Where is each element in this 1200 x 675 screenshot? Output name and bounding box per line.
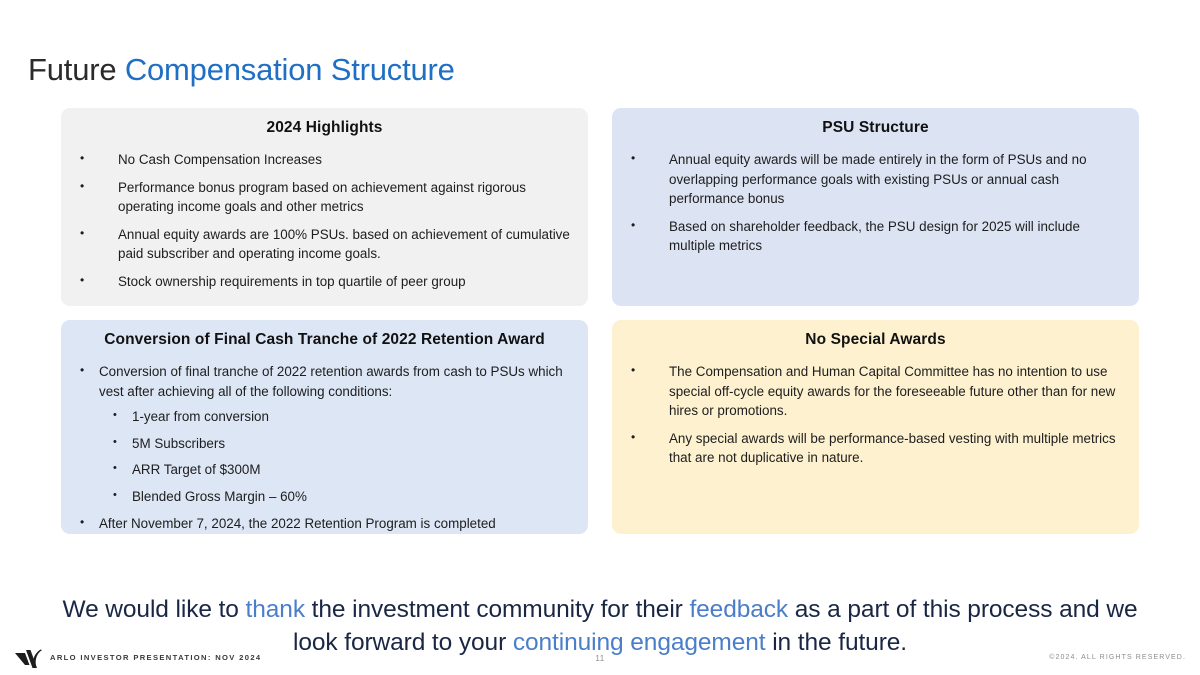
list-item: • No Cash Compensation Increases [75,150,574,170]
card-no-special-awards [612,320,1139,534]
list-item: • Performance bonus program based on achievement against rigorous operating income goals and other metrics [75,178,574,217]
closing-seg-1: We would like to [62,595,246,623]
page-title-plain: Future [28,51,125,87]
closing-seg-4: in the future. [765,628,908,656]
list-item: • Stock ownership requirements in top quartile of peer group [75,272,574,292]
footer-presentation-label: ARLO INVESTOR PRESENTATION: NOV 2024 [50,653,262,662]
bullet-list-highlights-2024 [75,150,574,291]
bullet-list-retention-award-conversion [75,362,574,534]
card-grid [61,108,1139,534]
list-item: • Annual equity awards will be made entirely in the form of PSUs and no overlapping performance goals with existing PSUs or annual cash performance bonus [626,150,1125,209]
card-title-no-special-awards: No Special Awards [805,331,946,348]
closing-highlight-continuing-engagement: continuing engagement [512,628,766,656]
card-retention-award-conversion [61,320,588,534]
list-item-text: Conversion of final tranche of 2022 retention awards from cash to PSUs which vest after achieving all of the following conditions: [99,364,563,399]
closing-highlight-feedback: feedback [689,595,789,623]
footer-copyright: ©2024. ALL RIGHTS RESERVED. [1049,654,1186,661]
page-title [28,52,455,88]
card-psu-structure [612,108,1139,306]
closing-highlight-thank: thank [245,595,305,623]
list-item: • 1-year from conversion [99,407,574,427]
card-highlights-2024 [61,108,588,306]
sub-bullet-list-conditions [99,407,574,506]
card-title-psu-structure: PSU Structure [822,119,929,136]
card-title-highlights-2024: 2024 Highlights [266,119,383,136]
bullet-list-no-special-awards [626,362,1125,468]
list-item: • ARR Target of $300M [99,460,574,480]
list-item: • After November 7, 2024, the 2022 Retention Program is completed [75,514,574,534]
bullet-list-psu-structure [626,150,1125,256]
list-item: • The Compensation and Human Capital Committee has no intention to use special off-cycle equity awards for the foreseeable future other than for new hires or promotions. [626,362,1125,421]
closing-seg-3: as a part of this process and we look forward to your [292,595,1138,656]
list-item [75,362,574,506]
list-item: • Blended Gross Margin – 60% [99,487,574,507]
closing-seg-2: the investment community for their [304,595,690,623]
list-item: • Based on shareholder feedback, the PSU design for 2025 will include multiple metrics [626,217,1125,256]
footer-page-number: 11 [595,654,605,663]
list-item: • 5M Subscribers [99,434,574,454]
card-title-retention-award-conversion: Conversion of Final Cash Tranche of 2022 Retention Award [104,331,545,348]
list-item: • Annual equity awards are 100% PSUs. based on achievement of cumulative paid subscriber and operating income goals. [75,225,574,264]
slide-footer [0,646,1200,675]
page-title-accent: Compensation Structure [124,51,455,87]
list-item: • Any special awards will be performance-based vesting with multiple metrics that are not duplicative in nature. [626,429,1125,468]
